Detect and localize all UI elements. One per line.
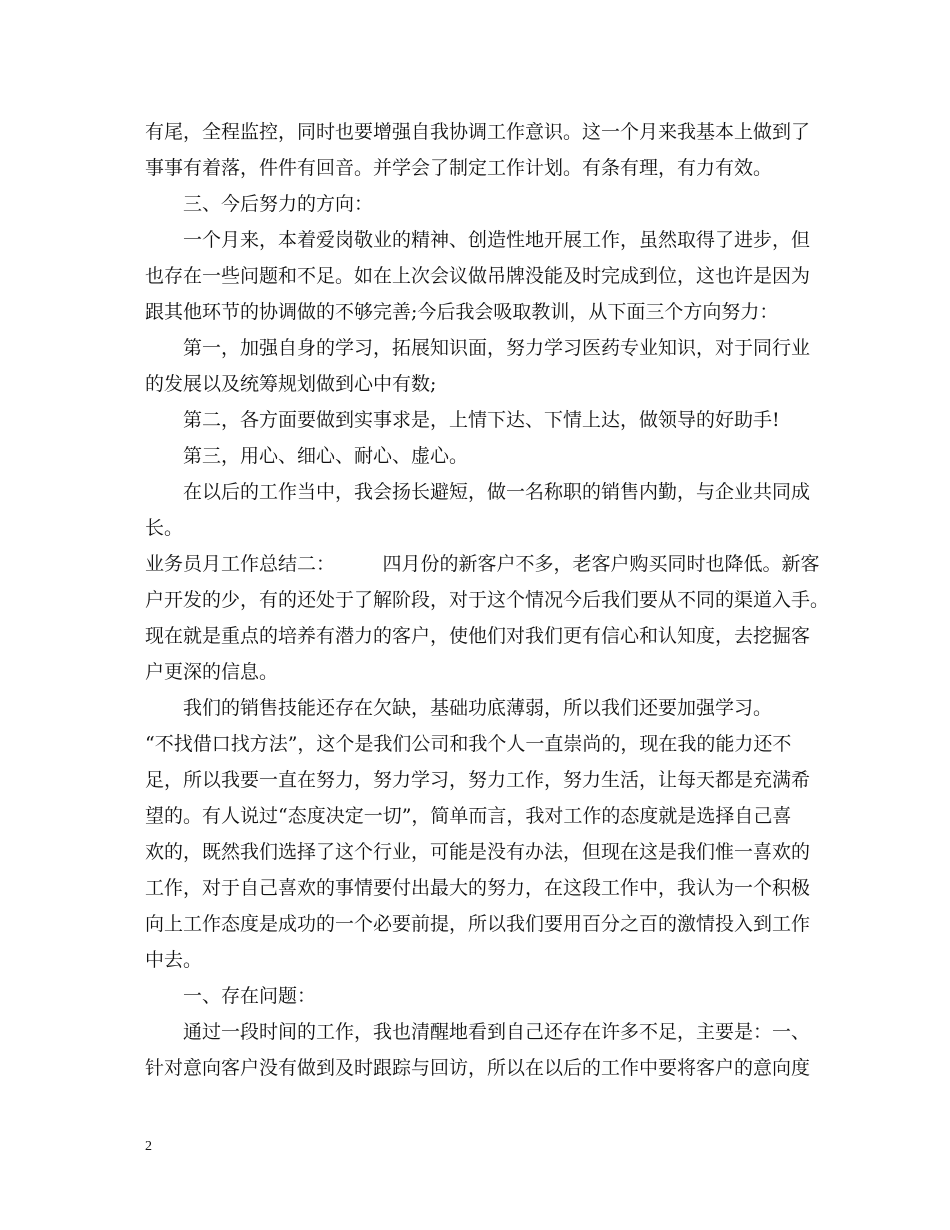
- text-line: 也存在一些问题和不足。如在上次会议做吊牌没能及时完成到位，这也许是因为: [145, 265, 811, 287]
- text-line: 有尾，全程监控，同时也要增强自我协调工作意识。这一个月来我基本上做到了: [145, 121, 811, 143]
- text-line: 第二，各方面要做到实事求是，上情下达、下情上达，做领导的好助手!: [145, 409, 780, 431]
- text-line: 现在就是重点的培养有潜力的客户，使他们对我们更有信心和认知度，去挖掘客: [145, 625, 811, 647]
- text-line: 户开发的少，有的还处于了解阶段，对于这个情况今后我们要从不同的渠道入手。: [145, 589, 830, 611]
- text-line: 欢的，既然我们选择了这个行业，可能是没有办法，但现在这是我们惟一喜欢的: [145, 841, 811, 863]
- text-line: 一个月来，本着爱岗敬业的精神、创造性地开展工作，虽然取得了进步，但: [145, 229, 811, 251]
- text-line: 事事有着落，件件有回音。并学会了制定工作计划。有条有理，有力有效。: [145, 157, 773, 179]
- text-line: 我们的销售技能还存在欠缺，基础功底薄弱，所以我们还要加强学习。: [145, 697, 773, 719]
- text-line: 望的。有人说过“态度决定一切”，简单而言，我对工作的态度就是选择自己喜: [145, 805, 792, 827]
- section-heading: 三、今后努力的方向：: [145, 193, 374, 215]
- text-line: “不找借口找方法”，这个是我们公司和我个人一直崇尚的，现在我的能力还不: [145, 733, 792, 755]
- text-line: 通过一段时间的工作，我也清醒地看到自己还存在许多不足，主要是：一、: [145, 1021, 811, 1043]
- text-line: 的发展以及统筹规划做到心中有数;: [145, 373, 437, 395]
- text-line: 第一，加强自身的学习，拓展知识面，努力学习医药专业知识，对于同行业: [145, 337, 811, 359]
- text-line: 第三，用心、细心、耐心、虚心。: [145, 445, 469, 467]
- text-line: 足，所以我要一直在努力，努力学习，努力工作，努力生活，让每天都是充满希: [145, 769, 811, 791]
- text-line: 长。: [145, 517, 184, 539]
- section-title-line: 业务员月工作总结二： 四月份的新客户不多，老客户购买同时也降低。新客: [145, 553, 820, 575]
- section-heading: 一、存在问题：: [145, 985, 317, 1007]
- text-line: 中去。: [145, 949, 203, 971]
- page-number: 2: [145, 1139, 152, 1154]
- text-line: 针对意向客户没有做到及时跟踪与回访，所以在以后的工作中要将客户的意向度: [145, 1057, 811, 1079]
- text-line: 在以后的工作当中，我会扬长避短，做一名称职的销售内勤，与企业共同成: [145, 481, 811, 503]
- text-line: 户更深的信息。: [145, 661, 279, 683]
- text-line: 跟其他环节的协调做的不够完善;今后我会吸取教训，从下面三个方向努力：: [145, 301, 779, 323]
- text-line: 向上工作态度是成功的一个必要前提，所以我们要用百分之百的激情投入到工作: [145, 913, 811, 935]
- text-line: 工作，对于自己喜欢的事情要付出最大的努力，在这段工作中，我认为一个积极: [145, 877, 811, 899]
